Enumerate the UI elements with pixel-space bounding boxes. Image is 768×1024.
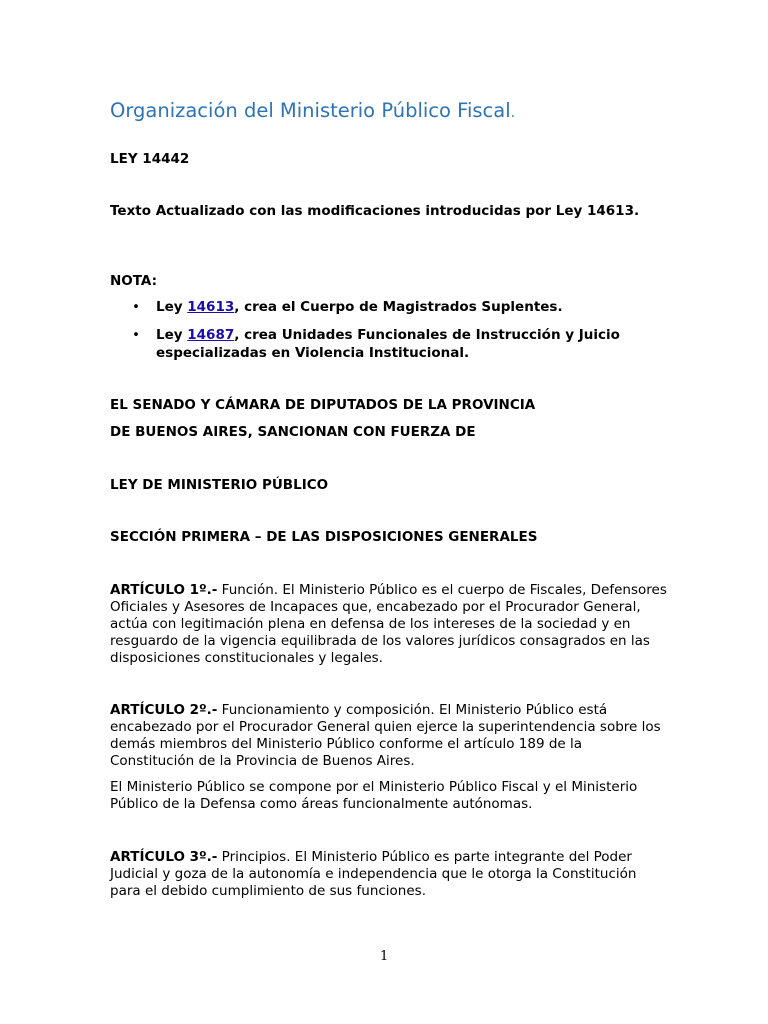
law-heading: LEY 14442 [110, 151, 190, 167]
ley-ministerio-heading: LEY DE MINISTERIO PÚBLICO [110, 477, 329, 493]
bullet-icon: • [132, 327, 140, 343]
updated-text: Texto Actualizado con las modificaciones introducidas por Ley 14613. [110, 203, 640, 219]
nota-item-prefix: Ley [156, 327, 188, 343]
bullet-icon: • [132, 299, 140, 315]
document-title: Organización del Ministerio Público Fiscal. [110, 99, 516, 122]
article-text: Principios. El Ministerio Público es parte integrante del Poder Judicial y goza de la autonomía e independencia que le otorga la Constitución para el debido cumplimiento de sus funciones. [110, 849, 637, 899]
page-number: 1 [380, 949, 389, 964]
nota-item [110, 326, 670, 362]
article-label: ARTÍCULO 2º.- [110, 702, 218, 718]
nota-label: NOTA: [110, 273, 158, 289]
nota-item-prefix: Ley [156, 299, 188, 315]
article-text: Función. El Ministerio Público es el cuerpo de Fiscales, Defensores Oficiales y Asesores de Incapaces que, encabezado por el Procurador General, actúa con legitimación plena en defensa de los intereses de la sociedad y en resguardo de la vigencia equilibrada de los valores jurídicos consagrados en las disposiciones constitucionales y legales. [110, 582, 667, 666]
nota-item [110, 298, 670, 316]
article-3 [110, 849, 670, 900]
section-heading: SECCIÓN PRIMERA – DE LAS DISPOSICIONES GENERALES [110, 529, 538, 545]
nota-item-suffix: , crea Unidades Funcionales de Instrucción y Juicio especializadas en Violencia Institucional. [156, 327, 620, 361]
article-2-paragraph: El Ministerio Público se compone por el Ministerio Público Fiscal y el Ministerio Público de la Defensa como áreas funcionalmente autónomas. [110, 779, 638, 812]
nota-list [110, 298, 670, 362]
article-label: ARTÍCULO 1º.- [110, 582, 218, 598]
nota-item-suffix: , crea el Cuerpo de Magistrados Suplentes. [234, 299, 563, 315]
senado-line-1: EL SENADO Y CÁMARA DE DIPUTADOS DE LA PROVINCIA [110, 397, 536, 413]
senado-line-2: DE BUENOS AIRES, SANCIONAN CON FUERZA DE [110, 424, 476, 440]
article-2 [110, 702, 670, 770]
law-link-14687[interactable]: 14687 [187, 327, 235, 343]
article-1 [110, 582, 670, 667]
article-label: ARTÍCULO 3º.- [110, 849, 218, 865]
law-link-14613[interactable]: 14613 [187, 299, 235, 315]
article-text: Funcionamiento y composición. El Ministerio Público está encabezado por el Procurador General quien ejerce la superintendencia sobre los demás miembros del Ministerio Público conforme el artículo 189 de la Constitución de la Provincia de Buenos Aires. [110, 702, 661, 769]
